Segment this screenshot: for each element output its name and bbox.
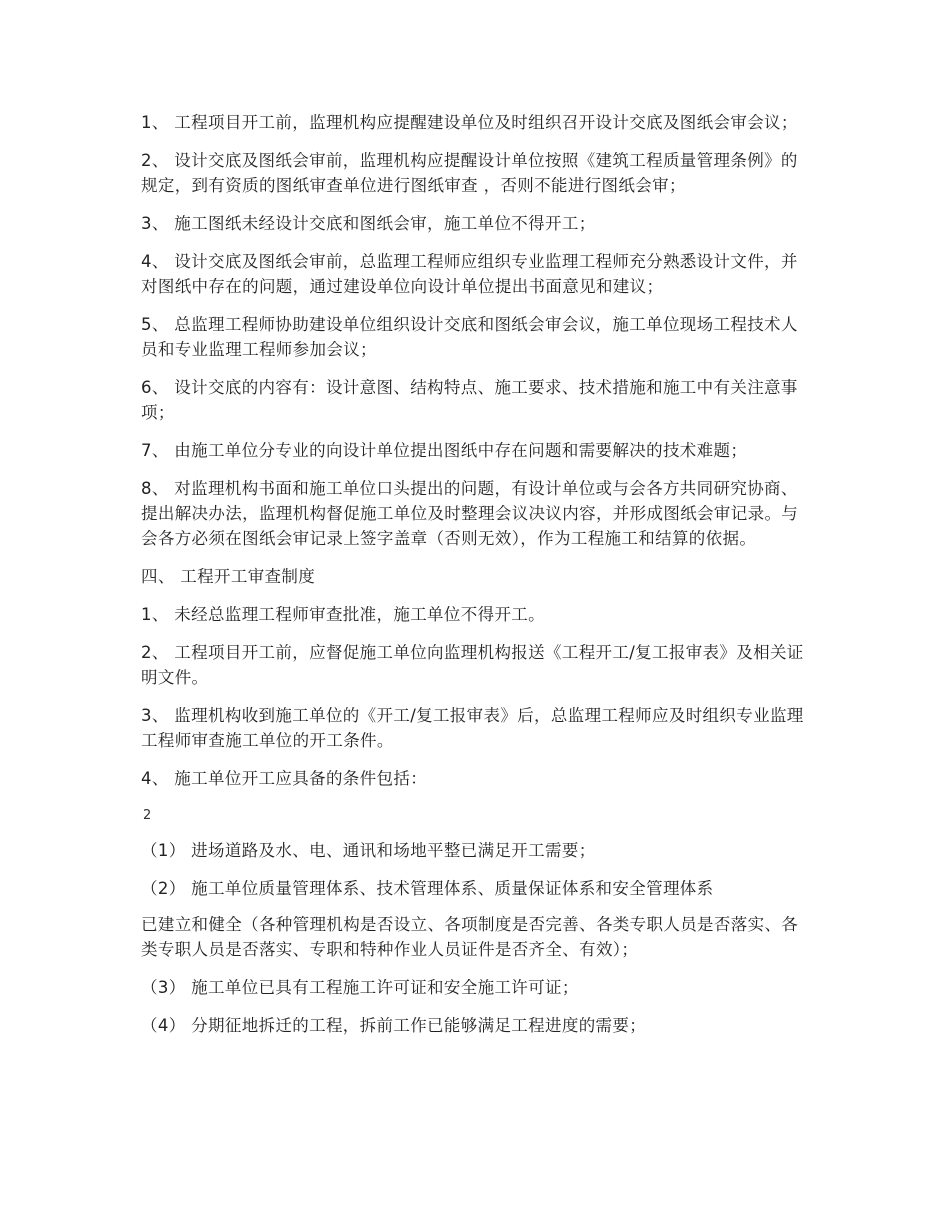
paragraph-item-8: 8、 对监理机构书面和施工单位口头提出的问题，有设计单位或与会各方共同研究协商、提出解决办法，监理机构督促施工单位及时整理会议决议内容，并形成图纸会审记录。与会各方必须在图纸会审记录上签字盖章（否则无效），作为工程施工和结算的依据。 [141, 479, 799, 548]
condition-item-3: （3） 施工单位已具有工程施工许可证和安全施工许可证； [141, 978, 579, 997]
section-heading-4: 四、 工程开工审查制度 [141, 567, 316, 586]
condition-item-2: （2） 施工单位质量管理体系、技术管理体系、质量保证体系和安全管理体系 [141, 879, 714, 898]
paragraph-item-6: 6、 设计交底的内容有：设计意图、结构特点、施工要求、技术措施和施工中有关注意事项； [141, 378, 798, 422]
paragraph-section4-item-1: 1、 未经总监理工程师审查批准，施工单位不得开工。 [141, 605, 545, 624]
document-page [141, 110, 813, 1051]
paragraph-item-7: 7、 由施工单位分专业的向设计单位提出图纸中存在问题和需要解决的技术难题； [141, 441, 748, 460]
paragraph-item-2: 2、 设计交底及图纸会审前，监理机构应提醒设计单位按照《建筑工程质量管理条例》的规定，到有资质的图纸审查单位进行图纸审查 ，否则不能进行图纸会审； [141, 151, 798, 195]
paragraph-item-4: 4、 设计交底及图纸会审前，总监理工程师应组织专业监理工程师充分熟悉设计文件，并对图纸中存在的问题，通过建设单位向设计单位提出书面意见和建议； [141, 252, 798, 296]
paragraph-item-3: 3、 施工图纸未经设计交底和图纸会审，施工单位不得开工； [141, 214, 596, 233]
page-number: 2 [143, 808, 152, 823]
paragraph-section4-item-2: 2、 工程项目开工前，应督促施工单位向监理机构报送《工程开工/复工报审表》及相关证明文件。 [141, 643, 804, 687]
paragraph-section4-item-3: 3、 监理机构收到施工单位的《开工/复工报审表》后，总监理工程师应及时组织专业监理工程师审查施工单位的开工条件。 [141, 706, 804, 750]
paragraph-item-5: 5、 总监理工程师协助建设单位组织设计交底和图纸会审会议，施工单位现场工程技术人员和专业监理工程师参加会议； [141, 315, 798, 359]
condition-item-1: （1） 进场道路及水、电、通讯和场地平整已满足开工需要； [141, 841, 596, 860]
condition-item-4: （4） 分期征地拆迁的工程，拆前工作已能够满足工程进度的需要； [141, 1016, 647, 1035]
condition-item-2-continued: 已建立和健全（各种管理机构是否设立、各项制度是否完善、各类专职人员是否落实、各类专职人员是否落实、专职和特种作业人员证件是否齐全、有效）； [141, 915, 799, 959]
paragraph-section4-item-4: 4、 施工单位开工应具备的条件包括： [141, 769, 428, 788]
paragraph-item-1: 1、 工程项目开工前，监理机构应提醒建设单位及时组织召开设计交底及图纸会审会议； [141, 113, 798, 132]
